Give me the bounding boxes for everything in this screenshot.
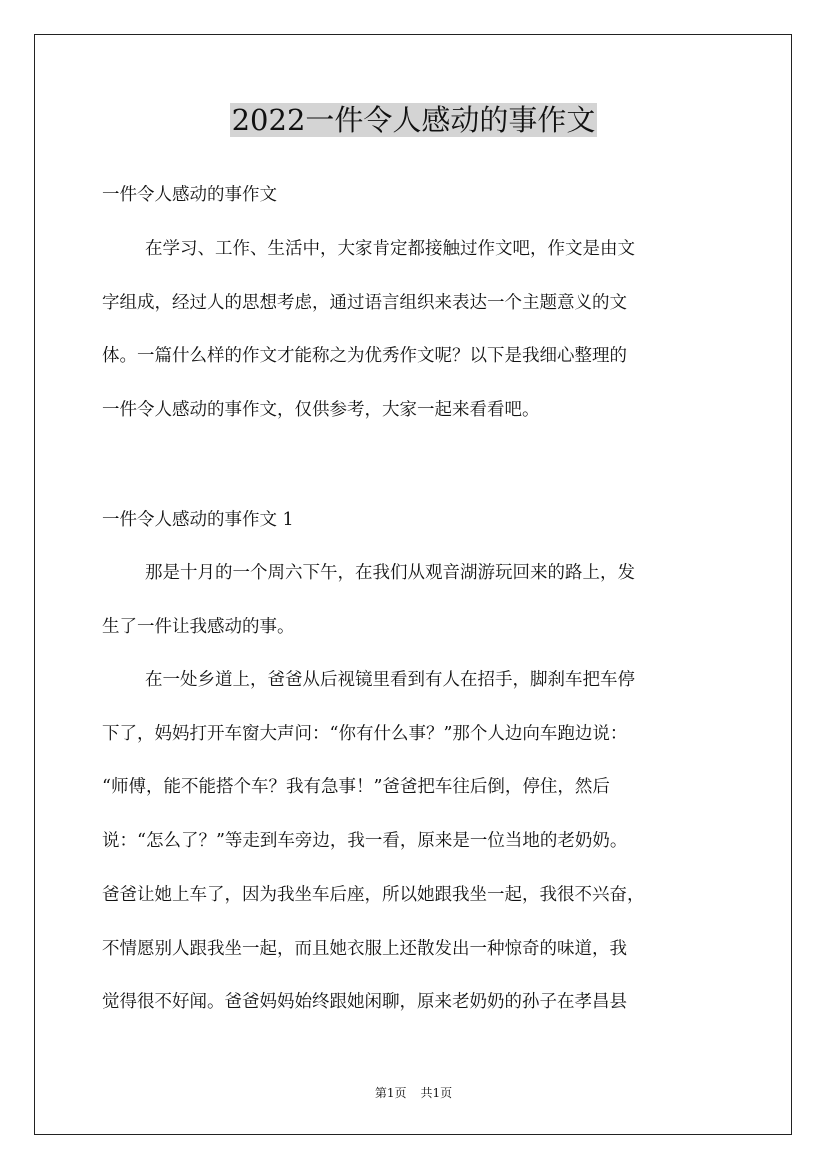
subtitle: 一件令人感动的事作文 [102,185,277,205]
para2-line-6: 不情愿别人跟我坐一起，而且她衣服上还散发出一种惊奇的味道，我 [102,939,627,959]
para2-line-1: 在一处乡道上，爸爸从后视镜里看到有人在招手，脚刹车把车停 [145,670,635,690]
intro-line-3: 体。一篇什么样的作文才能称之为优秀作文呢？以下是我细心整理的 [102,346,627,366]
para2-line-2: 下了，妈妈打开车窗大声问：“你有什么事？”那个人边向车跑边说： [102,724,628,744]
document-title-text: 2022一件令人感动的事作文 [231,103,596,137]
section-heading-1: 一件令人感动的事作文 1 [102,510,294,530]
para2-line-4: 说：“怎么了？”等走到车旁边，我一看，原来是一位当地的老奶奶。 [102,831,628,851]
intro-line-4: 一件令人感动的事作文，仅供参考，大家一起来看看吧。 [102,400,540,420]
page-footer [0,1085,827,1101]
para2-line-7: 觉得很不好闻。爸爸妈妈始终跟她闲聊，原来老奶奶的孙子在孝昌县 [102,992,627,1012]
document-title [0,100,827,140]
intro-line-1: 在学习、工作、生活中，大家肯定都接触过作文吧，作文是由文 [145,239,635,259]
para1-line-1: 那是十月的一个周六下午，在我们从观音湖游玩回来的路上，发 [145,563,635,583]
para1-line-2: 生了一件让我感动的事。 [102,617,295,637]
para2-line-5: 爸爸让她上车了，因为我坐车后座，所以她跟我坐一起，我很不兴奋， [102,885,645,905]
para2-line-3: “师傅，能不能搭个车？我有急事！”爸爸把车往后倒，停住，然后 [102,777,610,797]
intro-line-2: 字组成，经过人的思想考虑，通过语言组织来表达一个主题意义的文 [102,293,627,313]
page-total: 共1页 [420,1086,453,1100]
page-number: 第1页 [374,1086,407,1100]
